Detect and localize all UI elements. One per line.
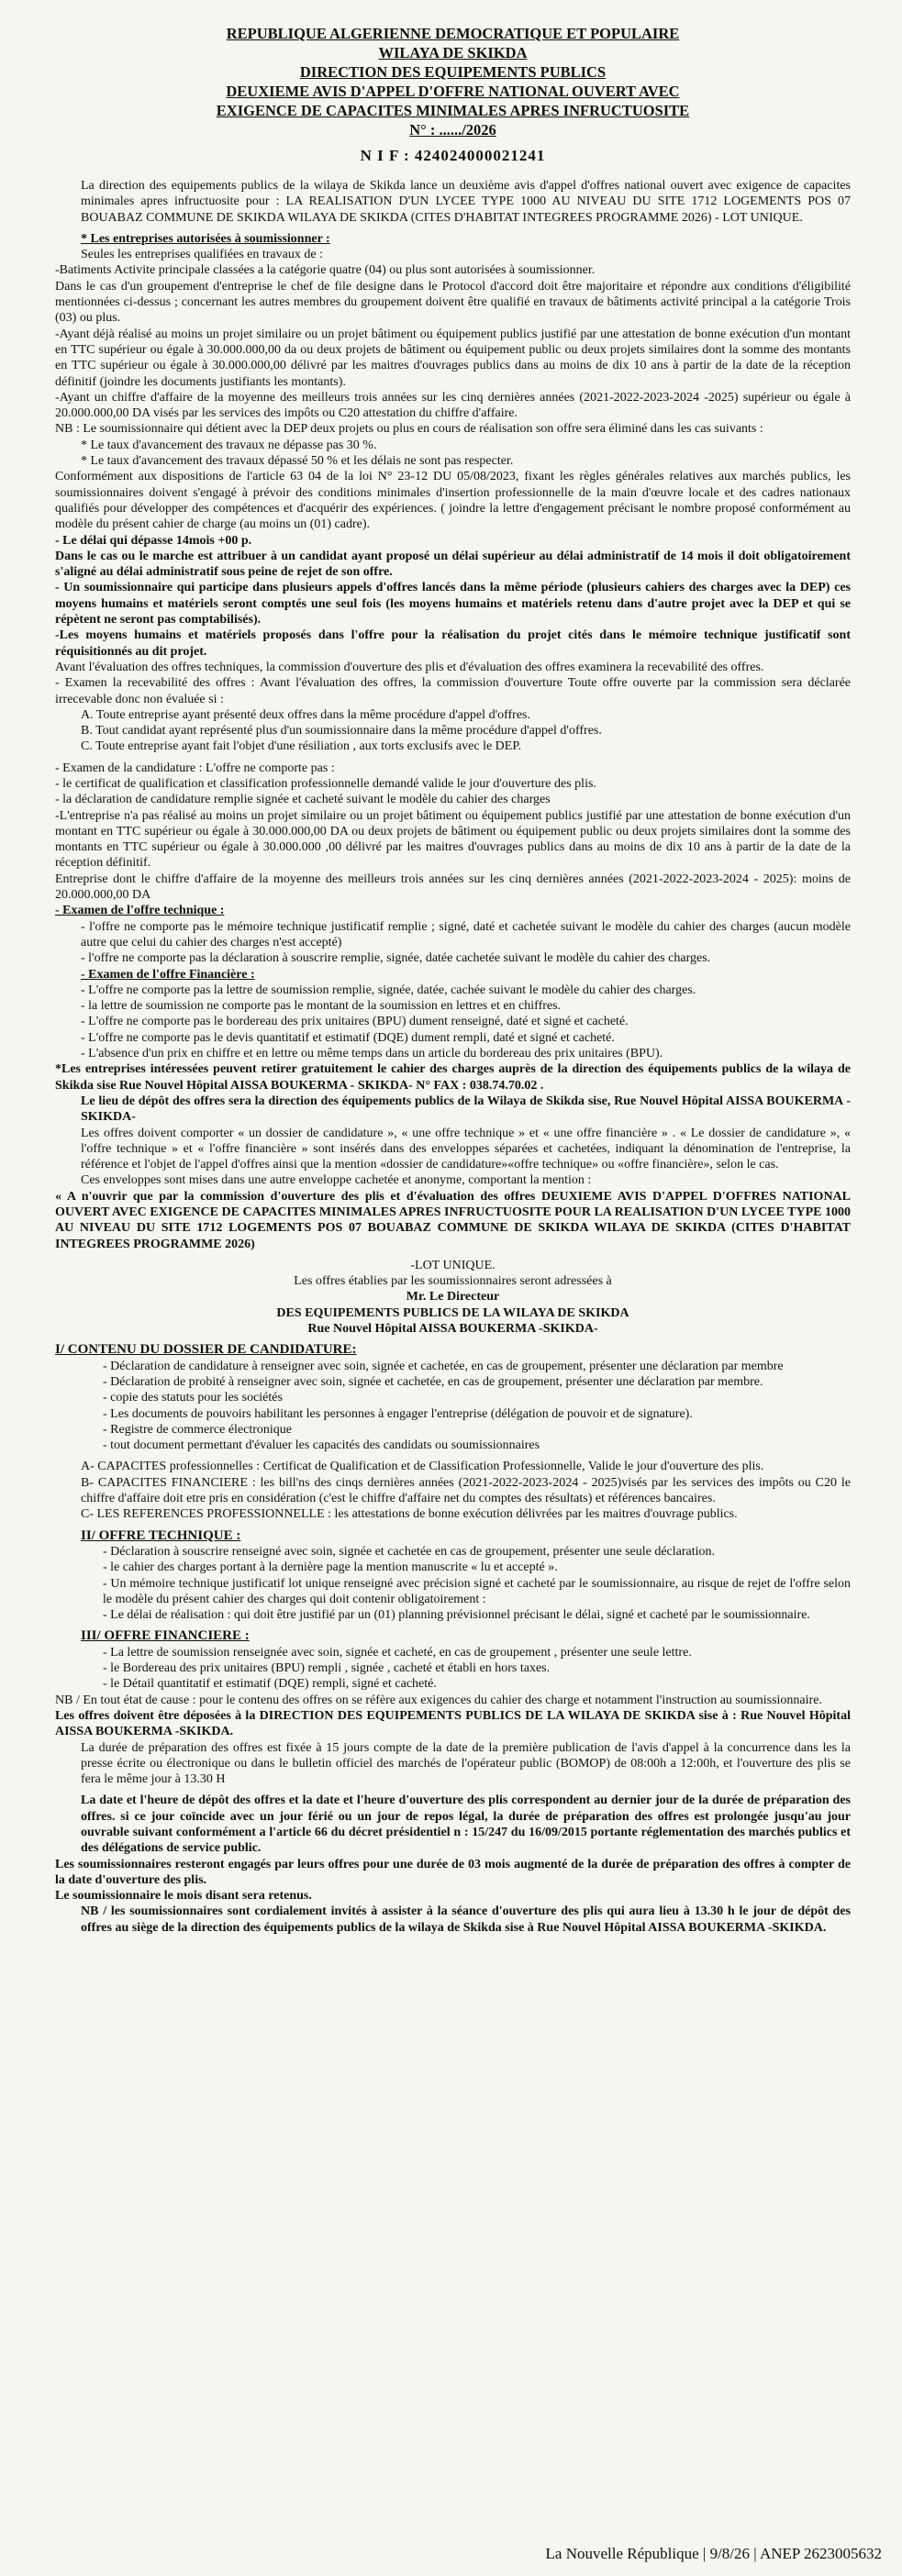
paragraph: -Ayant déjà réalisé au moins un projet similaire ou un projet bâtiment ou équipement publics justifié par une attestation de bonne exécution d'un montant en TTC supérieur ou égale à 30.000.000,00 da ou deux projets de bâtiment ou équipement public ou deux projets similaires dont la somme des montants en TTC supérieur ou égale à 30.000.000,00 délivré par les maitres d'ouvrages publics dans au moins de dix 10 ans à partir de la date de la réception définitif (joindre les documents justifiants les montants). — [55, 327, 851, 389]
paragraph: -L'entreprise n'a pas réalisé au moins un projet similaire ou un projet bâtiment ou équipement publics justifié par une attestation de bonne exécution d'un montant en TTC supérieur ou égale à 30.000.000,00 DA ou deux projets de bâtiment ou équipement public ou deux projets similaires dont la somme des montants en TTC supérieur ou égale à 30.000.000 ,00 délivré par les maitres d'ouvrages publics dans au moins de dix 10 ans à partir de la date de la réception définitif. — [55, 808, 851, 871]
paragraph: - le certificat de qualification et classification professionnelle demandé valide le jour d'ouverture des plis. — [55, 776, 596, 791]
header-republic: REPUBLIQUE ALGERIENNE DEMOCRATIQUE ET POPULAIRE — [226, 25, 680, 42]
capacites-item: A- CAPACITES professionnelles : Certificat de Qualification et de Classification Professionnelle, Valide le jour d'ouverture des plis. — [81, 1460, 764, 1474]
list-item: - Un mémoire technique justificatif lot unique renseigné avec précision signé et cacheté par le soumissionnaire, au risque de rejet de l'offre selon le modèle du présent cahier des charges qui doit contenir obligatoirement : — [103, 1576, 851, 1606]
paragraph: Dans le cas d'un groupement d'entreprise le chef de file designe dans le Protocol d'accord doit être majoritaire et répondre aux conditions d'éligibilité mentionnées ci-dessus ; concernant les autres membres du groupement doivent être qualifié en travaux de bâtiments activité principal a la catégorie Trois (03) ou plus. — [55, 279, 851, 326]
paragraph: Avant l'évaluation des offres techniques, la commission d'ouverture des plis et d'évaluation des offres examinera la recevabilité des offres. — [55, 660, 764, 674]
list-item: A. Toute entreprise ayant présenté deux offres dans la même procédure d'appel d'offres. — [81, 707, 530, 722]
list-item: - tout document permettant d'évaluer les capacités des candidats ou soumissionnaires — [103, 1438, 540, 1453]
capacites-item: C- LES REFERENCES PROFESSIONNELLE : les attestations de bonne exécution délivrées par les maitres d'ouvrage publics. — [81, 1507, 738, 1522]
section-offre-financiere-2: III/ OFFRE FINANCIERE : — [81, 1628, 250, 1644]
list-item: - L'offre ne comporte pas la lettre de soumission remplie, signée, datée, cachée suivant le modèle du cahier des charges. — [81, 983, 696, 997]
nb-paragraph: NB / les soumissionnaires sont cordialement invités à assister à la séance d'ouverture des plis qui aura lieu à 13.30 h le jour de dépôt des offres au siège de la direction des équipements publics de la wilaya de Skikda sise à Rue Nouvel Hôpital AISSA BOUKERMA -SKIKDA. — [81, 1904, 851, 1935]
list-item: - Le délai de réalisation : qui doit être justifié par un (01) planning prévisionnel précisant le délai, signé et cacheté par le soumissionnaire. — [103, 1608, 810, 1623]
paragraph: Le soumissionnaire le mois disant sera retenus. — [55, 1889, 312, 1904]
section-offre-financiere: - Examen de l'offre Financière : — [81, 967, 255, 982]
paragraph: Entreprise dont le chiffre d'affaire de la moyenne des meilleurs trois années sur les cinq dernières années (2021-2022-2023-2024 - 2025): moins de 20.000.000,00 DA — [55, 872, 851, 903]
list-item: - le Détail quantitatif et estimatif (DQE) rempli, signé et cacheté. — [103, 1677, 437, 1692]
header-direction: DIRECTION DES EQUIPEMENTS PUBLICS — [299, 63, 607, 81]
paragraph: *Les entreprises intéressées peuvent retirer gratuitement le cahier des charges auprès de la direction des équipements publics de la wilaya de Skikda sise Rue Nouvel Hôpital AISSA BOUKERMA - SKIKDA- N° FAX : 038.74.70.02 . — [55, 1062, 851, 1093]
address-street: Rue Nouvel Hôpital AISSA BOUKERMA -SKIKDA- — [307, 1322, 598, 1337]
paragraph: « A n'ouvrir que par la commission d'ouverture des plis et d'évaluation des offres DEUXIEME AVIS D'APPEL D'OFFRES NATIONAL OUVERT AVEC EXIGENCE DE CAPACITES MINIMALES APRES INFRUCTUOSITE POUR LA REALISATION D'UN LYCEE TYPE 1000 AU NIVEAU DU SITE 1712 LOGEMENTS POS 07 BOUABAZ COMMUNE DE SKIKDA WILAYA DE SKIKDA (CITES D'HABITAT INTEGREES PROGRAMME 2026) — [55, 1189, 851, 1251]
paragraph: Conformément aux dispositions de l'article 63 04 de la loi N° 23-12 DU 05/08/2023, fixant les règles générales relatives aux marchés publics, les soumissionnaires doivent s'engagé à prévoir des conditions minimales d'insertion professionnelle de la main d'œuvre locale et des cadres nationaux qualifiés pour développer des compétences et d'acquérir des expériences. ( joindre la lettre d'engagement précisant le nombre proposé conformément au modèle du présent cahier de charge (au moins un (01) cadre). — [55, 470, 851, 532]
paragraph: La date et l'heure de dépôt des offres et la date et l'heure d'ouverture des plis correspondent au dernier jour de la durée de préparation des offres. si ce jour coïncide avec un jour férié ou un jour de repos légal, la durée de préparation des offres est prolongée jusqu'au jour ouvrable suivant conformément a l'article 66 du décret présidentiel n : 15/247 du 16/09/2015 portante réglementation des marchés publics et des délégations de service public. — [81, 1793, 851, 1856]
list-item: - L'offre ne comporte pas le bordereau des prix unitaires (BPU) dument renseigné, daté et signé et cacheté. — [81, 1015, 629, 1029]
list-item: - le Bordereau des prix unitaires (BPU) rempli , signée , cacheté et établi en hors taxes. — [103, 1661, 551, 1676]
list-item: C. Toute entreprise ayant fait l'objet d'une résiliation , aux torts exclusifs avec le DEP. — [81, 739, 522, 754]
paragraph: Dans le cas ou le marche est attribuer à un candidat ayant proposé un délai supérieur au délai administratif de 14 mois il doit obligatoirement s'aligné au délai administratif sous peine de rejet de son offre. — [55, 549, 851, 580]
section-examen-candidature: - Examen de la candidature : L'offre ne comporte pas : — [55, 761, 335, 775]
list-item: - l'offre ne comporte pas la déclaration à souscrire remplie, signée, datée cachetée suivant le modèle du cahier des charges. — [81, 951, 711, 966]
section-offre-technique-2: II/ OFFRE TECHNIQUE : — [81, 1527, 241, 1543]
header-wilaya: WILAYA DE SKIKDA — [378, 44, 528, 61]
paragraph: Les soumissionnaires resteront engagés par leurs offres pour une durée de 03 mois augmenté de la durée de préparation des offres à compter de la date d'ouverture des plis. — [55, 1857, 851, 1887]
publication-footer: La Nouvelle République | 9/8/26 | ANEP 2623005632 — [545, 2545, 882, 2562]
paragraph: - la déclaration de candidature remplie signée et cacheté suivant le modèle du cahier des charges — [55, 793, 551, 807]
header-number: N° : ....../2026 — [409, 121, 496, 139]
paragraph: Le lieu de dépôt des offres sera la direction des équipements publics de la Wilaya de Skikda sise, Rue Nouvel Hôpital AISSA BOUKERMA -SKIKDA- — [81, 1094, 851, 1125]
paragraph: Les offres doivent comporter « un dossier de candidature », « une offre technique » et « une offre financière » . « Le dossier de candidature », « l'offre technique » et « l'offre financière » sont insérés dans des enveloppes séparées et cachetées, indiquant la dénomination de l'entreprise, la référence et l'objet de l'appel d'offres ainsi que la mention «dossier de candidature»«offre technique» ou «offre financière», selon le cas. — [81, 1126, 851, 1172]
list-item: - copie des statuts pour les sociétés — [103, 1391, 283, 1405]
paragraph: Ces enveloppes sont mises dans une autre enveloppe cachetée et anonyme, comportant la mention : — [81, 1173, 592, 1188]
nb-paragraph: NB : Le soumissionnaire qui détient avec la DEP deux projets ou plus en cours de réalisation son offre sera éliminé dans les cas suivants : — [55, 422, 763, 437]
nb-paragraph: NB / En tout état de cause : pour le contenu des offres on se réfère aux exigences du cahier des charge et notamment l'instruction au soumissionnaire. — [55, 1693, 822, 1707]
lot-unique: -LOT UNIQUE. — [410, 1258, 496, 1272]
bullet-item: * Le taux d'avancement des travaux ne dépasse pas 30 %. — [81, 438, 377, 452]
paragraph: -Ayant un chiffre d'affaire de la moyenne des meilleurs trois années sur les cinq dernières années (2021-2022-2023-2024 -2025) supérieur ou égale à 20.000.000,00 DA visés par les services des impôts ou C20 attestation du chiffre d'affaire. — [55, 390, 851, 421]
list-item: - l'offre ne comporte pas le mémoire technique justificatif remplie ; signé, daté et cachetée suivant le modèle du cahier des charges (aucun modèle autre que celui du cahier des charges n'est accepté) — [81, 919, 851, 949]
section-offre-technique: - Examen de l'offre technique : — [55, 904, 225, 918]
list-item: - Les documents de pouvoirs habilitant les personnes à engager l'entreprise (délégation de pouvoir et de signature). — [103, 1406, 693, 1421]
list-item: - Déclaration de probité à renseigner avec soin, signée et cachetée, en cas de groupement, présenter une déclaration par membre. — [103, 1374, 763, 1389]
paragraph: -Batiments Activite principale classées a la catégorie quatre (04) ou plus sont autorisées à soumissionner. — [55, 263, 596, 278]
address-direction: DES EQUIPEMENTS PUBLICS DE LA WILAYA DE SKIKDA — [276, 1305, 629, 1320]
list-item: - le cahier des charges portant à la dernière page la mention manuscrite « lu et accepté ». — [103, 1560, 558, 1575]
list-item: - Déclaration à souscrire renseigné avec soin, signée et cachetée en cas de groupement, présenter une seule déclaration. — [103, 1544, 716, 1559]
list-item: - Registre de commerce électronique — [103, 1422, 293, 1437]
delai-line: - Le délai qui dépasse 14mois +00 p. — [55, 533, 252, 548]
list-item: - Déclaration de candidature à renseigner avec soin, signée et cachetée, en cas de groupement, présenter une déclaration par membre — [103, 1359, 784, 1373]
section-entreprises-autorisees: * Les entreprises autorisées à soumissionner : — [81, 231, 330, 246]
header-avis-title-1: DEUXIEME AVIS D'APPEL D'OFFRE NATIONAL OUVERT AVEC — [226, 83, 680, 100]
list-item: - La lettre de soumission renseignée avec soin, signée et cacheté, en cas de groupement , présenter une seule lettre. — [103, 1645, 692, 1660]
bullet-item: * Le taux d'avancement des travaux dépassé 50 % et les délais ne sont pas respecter. — [81, 454, 514, 469]
header-avis-title-2: EXIGENCE DE CAPACITES MINIMALES APRES INFRUCTUOSITE — [216, 102, 690, 119]
paragraph: -Les moyens humains et matériels proposés dans l'offre pour la réalisation du projet cités dans le mémoire technique justificatif sont réquisitionnés au dit projet. — [55, 628, 851, 659]
section-recevabilite: - Examen la recevabilité des offres : Avant l'évaluation des offres, la commission d'ouverture Toute offre ouverte par la commission sera déclarée irrecevable donc non évaluée si : — [55, 676, 851, 706]
list-item: - L'absence d'un prix en chiffre et en lettre ou même temps dans un article du bordereau des prix unitaires (BPU). — [81, 1047, 663, 1061]
paragraph: Les offres établies par les soumissionnaires seront adressées à — [294, 1274, 612, 1289]
list-item: B. Tout candidat ayant représenté plus d'un soumissionnaire dans la même procédure d'appel d'offres. — [81, 724, 602, 738]
list-item: - L'offre ne comporte pas le devis quantitatif et estimatif (DQE) dument rempli, daté et signé et cacheté. — [81, 1030, 615, 1045]
list-item: - la lettre de soumission ne comporte pas le montant de la soumission en lettres et en chiffres. — [81, 999, 562, 1014]
paragraph: Seules les entreprises qualifiées en travaux de : — [81, 248, 323, 262]
nif-number: N I F : 424024000021241 — [360, 147, 546, 164]
section-dossier-candidature: I/ CONTENU DU DOSSIER DE CANDIDATURE: — [55, 1342, 357, 1358]
paragraph: - Un soumissionnaire qui participe dans plusieurs appels d'offres lancés dans la même période (plusieurs cahiers des charges avec la DEP) ces moyens humains et matériels seront comptés une seul fois (les moyens humains et matériels retenu dans d'autre projet avec la DEP et qui se répètent ne seront pas comptabilisés). — [55, 581, 851, 627]
address-directeur: Mr. Le Directeur — [406, 1290, 500, 1305]
paragraph: Les offres doivent être déposées à la DIRECTION DES EQUIPEMENTS PUBLICS DE LA WILAYA DE SKIKDA sise à : Rue Nouvel Hôpital AISSA BOUKERMA -SKIKDA. — [55, 1708, 851, 1739]
paragraph: La durée de préparation des offres est fixée à 15 jours compte de la date de la première publication de l'avis d'appel à la concurrence dans les la presse écrite ou électronique ou dans le bulletin officiel des marchés de l'opérateur public (BOMOP) de 08:00h a 12:00h, et l'ouverture des plis se fera le même jour à 13.30 H — [81, 1740, 851, 1787]
intro-paragraph: La direction des equipements publics de la wilaya de Skikda lance un deuxième avis d'appel d'offres national ouvert avec exigence de capacites minimales apres infructuosite pour : LA REALISATION D'UN LYCEE TYPE 1000 AU NIVEAU DU SITE 1712 LOGEMENTS POS 07 BOUABAZ COMMUNE DE SKIKDA WILAYA DE SKIKDA (CITES D'HABITAT INTEGREES PROGRAMME 2026) - LOT UNIQUE. — [81, 179, 851, 225]
capacites-item: B- CAPACITES FINANCIERE : les bill'ns des cinqs dernières années (2021-2022-2023-2024 - 2025)visés par les services des impôts ou C20 le chiffre d'affaire doit etre pris en considération (c'est le chiffre d'affaire net du comptes des résultats) et références bancaires. — [81, 1475, 851, 1506]
